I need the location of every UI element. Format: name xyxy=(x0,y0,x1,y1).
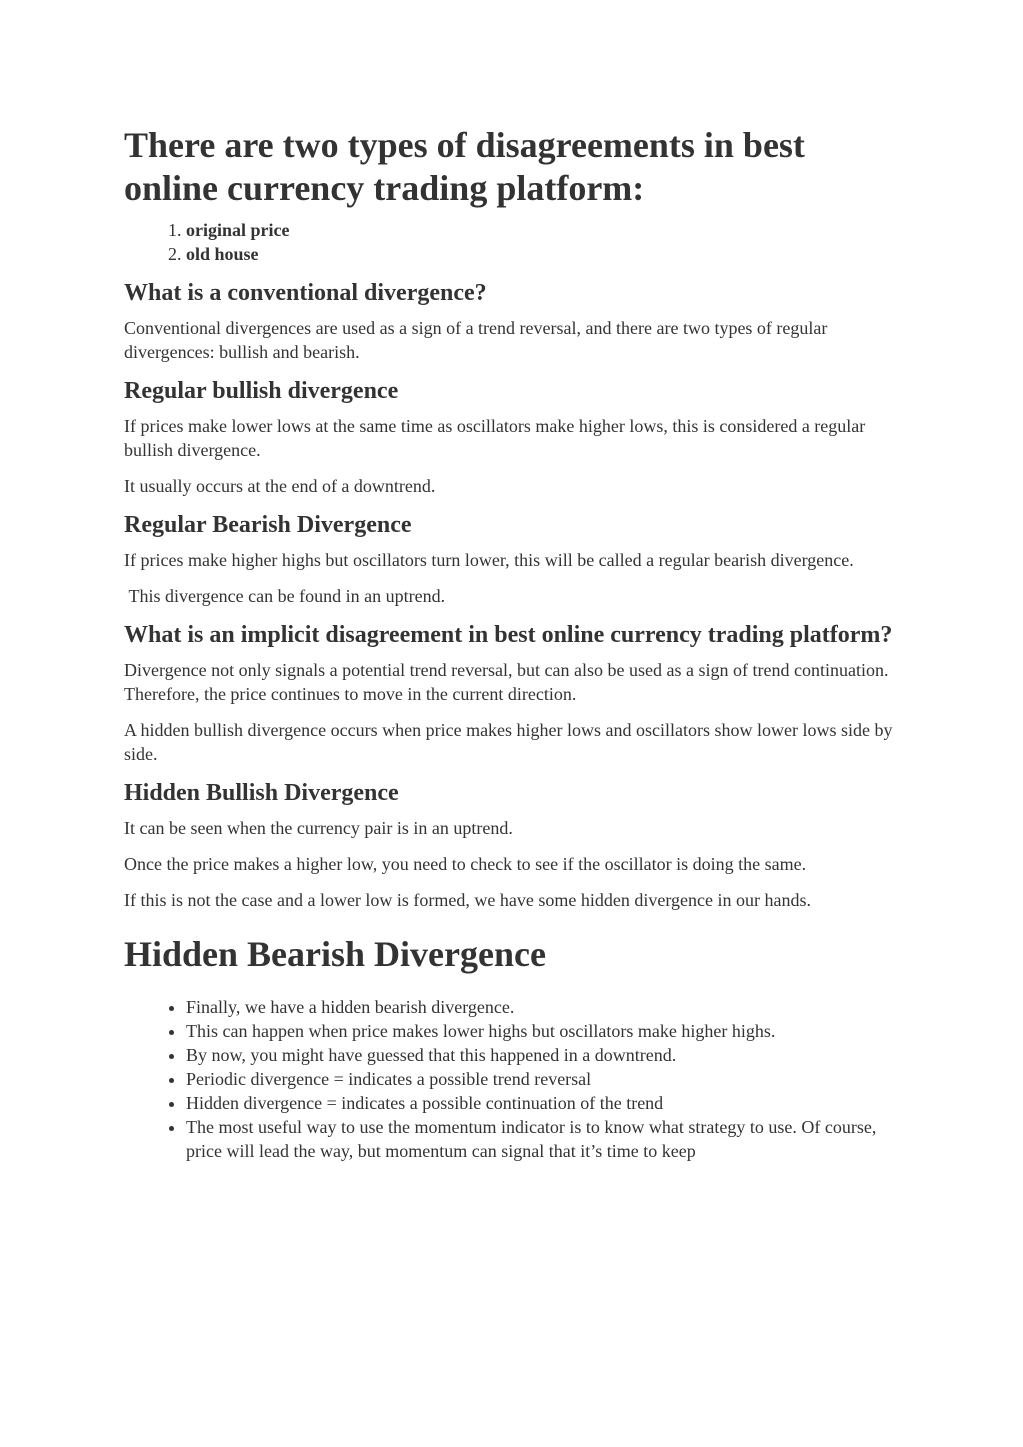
list-item: • Finally, we have a hidden bearish divergence. xyxy=(186,995,904,1019)
implicit-paragraph-2: A hidden bullish divergence occurs when price makes higher lows and oscillators show lower lows side by side. xyxy=(124,720,893,764)
conventional-paragraph: Conventional divergences are used as a sign of a trend reversal, and there are two types of regular divergences: bullish and bearish. xyxy=(124,318,828,362)
conventional-heading: What is a conventional divergence? xyxy=(124,280,487,306)
types-list xyxy=(124,218,904,266)
list-item: • Hidden divergence = indicates a possible continuation of the trend xyxy=(186,1091,904,1115)
implicit-paragraph-1: Divergence not only signals a potential trend reversal, but can also be used as a sign of trend continuation. Therefore, the price continues to move in the current direction. xyxy=(124,660,889,704)
list-item: • This can happen when price makes lower highs but oscillators make higher highs. xyxy=(186,1019,904,1043)
regular-bullish-heading: Regular bullish divergence xyxy=(124,378,399,404)
list-item: • The most useful way to use the momentum indicator is to know what strategy to use. Of course, price will lead the way, but momentum can signal that it’s time to keep xyxy=(186,1115,904,1163)
hidden-bullish-paragraph-1: It can be seen when the currency pair is in an uptrend. xyxy=(124,818,513,838)
regular-bullish-paragraph-1: If prices make lower lows at the same time as oscillators make higher lows, this is considered a regular bullish divergence. xyxy=(124,416,866,460)
hidden-bullish-paragraph-3: If this is not the case and a lower low is formed, we have some hidden divergence in our hands. xyxy=(124,890,811,910)
document-page xyxy=(124,124,904,1163)
list-item: 2. old house xyxy=(186,242,904,266)
regular-bearish-heading: Regular Bearish Divergence xyxy=(124,512,412,538)
hidden-bullish-heading: Hidden Bullish Divergence xyxy=(124,780,399,806)
list-item: • By now, you might have guessed that this happened in a downtrend. xyxy=(186,1043,904,1067)
list-item: 1. original price xyxy=(186,218,904,242)
hidden-bullish-paragraph-2: Once the price makes a higher low, you need to check to see if the oscillator is doing the same. xyxy=(124,854,807,874)
list-item: • Periodic divergence = indicates a possible trend reversal xyxy=(186,1067,904,1091)
hidden-bearish-list xyxy=(124,995,904,1163)
regular-bearish-paragraph-2: This divergence can be found in an uptrend. xyxy=(124,586,446,606)
implicit-heading: What is an implicit disagreement in best online currency trading platform? xyxy=(124,622,893,648)
hidden-bearish-heading: Hidden Bearish Divergence xyxy=(124,934,546,974)
regular-bullish-paragraph-2: It usually occurs at the end of a downtrend. xyxy=(124,476,436,496)
regular-bearish-paragraph-1: If prices make higher highs but oscillators turn lower, this will be called a regular bearish divergence. xyxy=(124,550,854,570)
page-title: There are two types of disagreements in best online currency trading platform: xyxy=(124,125,805,208)
